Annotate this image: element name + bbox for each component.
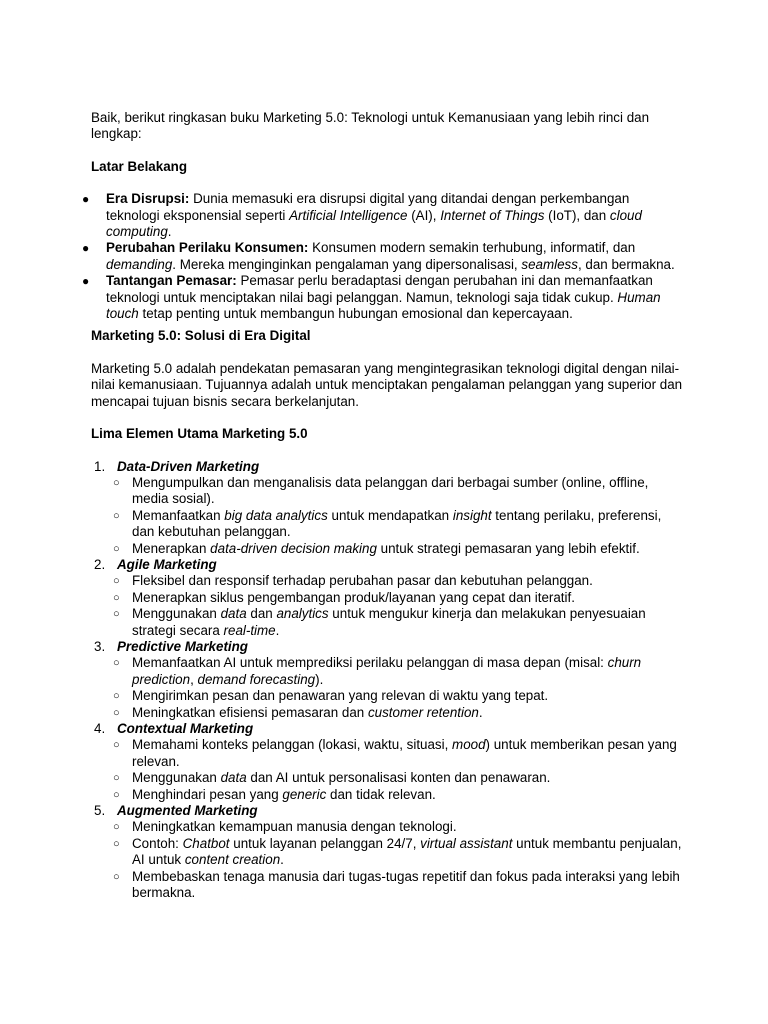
element-sub-list bbox=[113, 737, 686, 803]
bullet-title: Perubahan Perilaku Konsumen: bbox=[106, 240, 309, 256]
bullet-item bbox=[82, 273, 686, 322]
element-number: 2. bbox=[94, 556, 106, 572]
sub-bullet-item bbox=[113, 770, 686, 786]
element-number: 3. bbox=[94, 638, 106, 654]
text-segment: untuk mengukur kinerja dan melakukan penyesuaian strategi secara bbox=[132, 606, 646, 638]
text-segment: Mengumpulkan dan menganalisis data pelanggan dari berbagai sumber (online, offline, media sosial). bbox=[132, 474, 649, 507]
text-segment: Pemasar perlu beradaptasi dengan perubahan ini dan memanfaatkan teknologi untuk menciptakan nilai bagi pelanggan. Namun, teknologi saja tidak cukup. bbox=[106, 273, 653, 305]
text-segment: dan bbox=[246, 606, 277, 622]
heading-latar-belakang: Latar Belakang bbox=[91, 158, 188, 174]
italic-text: real-time bbox=[223, 622, 276, 638]
text-segment: Memanfaatkan bbox=[132, 507, 225, 523]
text-segment: dan AI untuk personalisasi konten dan penawaran. bbox=[246, 770, 551, 786]
italic-text: insight bbox=[452, 507, 492, 523]
sub-bullet-item bbox=[113, 786, 686, 803]
element-item bbox=[91, 803, 686, 901]
italic-text: seamless bbox=[521, 256, 578, 272]
text-segment: ) untuk memberikan pesan yang relevan. bbox=[132, 737, 677, 769]
circle-bullet-icon: ○ bbox=[113, 509, 120, 522]
sub-bullet-item bbox=[113, 507, 686, 541]
sub-bullet-item bbox=[113, 573, 686, 589]
text-segment: tetap penting untuk membangun hubungan emosional dan kepercayaan. bbox=[138, 306, 573, 322]
text-segment: ). bbox=[315, 671, 324, 687]
text-segment: Menggunakan bbox=[132, 770, 221, 786]
text-segment: . bbox=[478, 704, 483, 720]
bullet-title: Era Disrupsi: bbox=[106, 191, 190, 207]
heading-solusi: Marketing 5.0: Solusi di Era Digital bbox=[91, 328, 311, 344]
circle-bullet-icon: ○ bbox=[113, 657, 120, 670]
text-segment: , dan bermakna. bbox=[577, 256, 675, 272]
sub-bullet-item bbox=[113, 540, 686, 557]
sub-bullet-item bbox=[113, 868, 686, 902]
italic-text: demand forecasting bbox=[197, 671, 316, 687]
italic-text: data bbox=[220, 770, 247, 786]
italic-text: content creation bbox=[184, 852, 281, 868]
intro-paragraph: Baik, berikut ringkasan buku Marketing 5.0: Teknologi untuk Kemanusiaan yang lebih rinci dan lengkap: bbox=[91, 110, 650, 142]
circle-bullet-icon: ○ bbox=[113, 591, 120, 604]
text-segment: Menerapkan bbox=[132, 540, 211, 556]
text-segment: Menerapkan siklus pengembangan produk/layanan yang cepat dan iteratif. bbox=[132, 589, 575, 605]
text-segment: Contoh: bbox=[132, 835, 183, 851]
sub-bullet-item bbox=[113, 819, 686, 835]
circle-bullet-icon: ○ bbox=[113, 870, 120, 883]
italic-text: Internet of Things bbox=[440, 207, 545, 223]
text-segment: . bbox=[280, 852, 284, 868]
sub-bullet-item bbox=[113, 704, 686, 721]
text-segment: untuk membantu penjualan, AI untuk bbox=[132, 835, 682, 868]
element-title: Data-Driven Marketing bbox=[117, 458, 260, 474]
text-segment: untuk layanan pelanggan 24/7, bbox=[229, 835, 421, 851]
sub-bullet-item bbox=[113, 655, 686, 688]
element-number: 1. bbox=[94, 458, 106, 474]
element-sub-list bbox=[113, 655, 686, 721]
text-segment: Meningkatkan kemampuan manusia dengan teknologi. bbox=[132, 819, 457, 835]
text-segment: . bbox=[167, 224, 172, 240]
text-segment: Menggunakan bbox=[132, 606, 221, 622]
bullet-dot-icon: ● bbox=[82, 274, 90, 289]
italic-text: data bbox=[220, 606, 247, 622]
italic-text: virtual assistant bbox=[420, 835, 513, 851]
italic-text: cloud computing bbox=[106, 207, 642, 240]
italic-text: customer retention bbox=[367, 704, 479, 720]
sub-bullet-item bbox=[113, 474, 686, 508]
circle-bullet-icon: ○ bbox=[113, 772, 120, 785]
text-segment: Meningkatkan efisiensi pemasaran dan bbox=[132, 704, 368, 720]
text-segment: untuk mendapatkan bbox=[327, 507, 453, 523]
circle-bullet-icon: ○ bbox=[113, 739, 120, 752]
italic-text: data-driven decision making bbox=[210, 540, 377, 556]
element-item bbox=[91, 459, 686, 557]
element-item bbox=[91, 557, 686, 639]
bullet-item bbox=[82, 240, 686, 273]
sub-bullet-item bbox=[113, 606, 686, 639]
italic-text: big data analytics bbox=[224, 507, 328, 523]
bullet-item bbox=[82, 191, 686, 240]
circle-bullet-icon: ○ bbox=[113, 575, 120, 588]
circle-bullet-icon: ○ bbox=[113, 706, 120, 719]
circle-bullet-icon: ○ bbox=[113, 542, 120, 555]
element-item bbox=[91, 721, 686, 803]
circle-bullet-icon: ○ bbox=[113, 788, 120, 801]
text-segment: Mengirimkan pesan dan penawaran yang relevan di waktu yang tepat. bbox=[132, 688, 549, 704]
text-segment: Memahami konteks pelanggan (lokasi, waktu, situasi, bbox=[132, 737, 453, 753]
element-number: 4. bbox=[94, 721, 106, 736]
text-segment: Fleksibel dan responsif terhadap perubahan pasar dan kebutuhan pelanggan. bbox=[132, 573, 593, 589]
circle-bullet-icon: ○ bbox=[113, 837, 120, 850]
text-segment: (IoT), dan bbox=[544, 207, 610, 223]
sub-bullet-item bbox=[113, 589, 686, 606]
italic-text: churn prediction bbox=[132, 655, 642, 687]
sub-bullet-item bbox=[113, 835, 686, 869]
text-segment: Konsumen modern semakin terhubung, informatif, dan bbox=[308, 240, 636, 256]
circle-bullet-icon: ○ bbox=[113, 476, 120, 489]
text-segment: . Mereka menginginkan pengalaman yang dipersonalisasi, bbox=[172, 256, 522, 272]
element-title: Agile Marketing bbox=[117, 556, 217, 572]
italic-text: analytics bbox=[276, 606, 329, 622]
italic-text: Chatbot bbox=[182, 835, 230, 851]
element-item bbox=[91, 639, 686, 721]
italic-text: generic bbox=[282, 786, 327, 802]
element-title: Augmented Marketing bbox=[117, 803, 258, 819]
text-segment: dan tidak relevan. bbox=[326, 786, 436, 802]
bullet-dot-icon: ● bbox=[82, 241, 90, 256]
circle-bullet-icon: ○ bbox=[113, 608, 120, 621]
element-sub-list bbox=[113, 474, 686, 557]
lima-elemen-list bbox=[91, 459, 686, 902]
heading-lima-elemen: Lima Elemen Utama Marketing 5.0 bbox=[91, 426, 308, 442]
text-segment: Memanfaatkan AI untuk memprediksi perilaku pelanggan di masa depan (misal: bbox=[132, 655, 608, 671]
document-page bbox=[82, 110, 686, 901]
element-title: Contextual Marketing bbox=[117, 721, 254, 736]
element-number: 5. bbox=[94, 803, 106, 819]
bullet-title: Tantangan Pemasar: bbox=[106, 273, 237, 289]
latar-belakang-list bbox=[82, 191, 686, 322]
italic-text: Artificial Intelligence bbox=[289, 207, 408, 223]
sub-bullet-item bbox=[113, 737, 686, 770]
italic-text: demanding bbox=[106, 256, 173, 272]
text-segment: (AI), bbox=[407, 207, 441, 223]
circle-bullet-icon: ○ bbox=[113, 690, 120, 703]
text-segment: Menghindari pesan yang bbox=[132, 786, 283, 802]
bullet-dot-icon: ● bbox=[82, 192, 90, 207]
element-title: Predictive Marketing bbox=[117, 638, 248, 654]
text-segment: Dunia memasuki era disrupsi digital yang ditandai dengan perkembangan teknologi eksponensial seperti bbox=[106, 191, 630, 223]
italic-text: Human touch bbox=[106, 289, 661, 322]
text-segment: Membebaskan tenaga manusia dari tugas-tugas repetitif dan fokus pada interaksi yang lebih bermakna. bbox=[132, 868, 680, 901]
circle-bullet-icon: ○ bbox=[113, 821, 120, 834]
element-sub-list bbox=[113, 573, 686, 639]
sub-bullet-item bbox=[113, 688, 686, 704]
italic-text: mood bbox=[452, 737, 486, 753]
text-segment: . bbox=[275, 622, 280, 638]
text-segment: tentang perilaku, preferensi, dan kebutuhan pelanggan. bbox=[132, 507, 662, 540]
text-segment: untuk strategi pemasaran yang lebih efektif. bbox=[376, 540, 640, 556]
element-sub-list bbox=[113, 819, 686, 901]
text-segment: , bbox=[190, 671, 198, 687]
solusi-paragraph: Marketing 5.0 adalah pendekatan pemasaran yang mengintegrasikan teknologi digital dengan nilai-nilai kemanusiaan. Tujuannya adalah untuk menciptakan pengalaman pelanggan yang superior dan mencapai tujuan bisnis secara berkelanjutan. bbox=[91, 360, 683, 409]
